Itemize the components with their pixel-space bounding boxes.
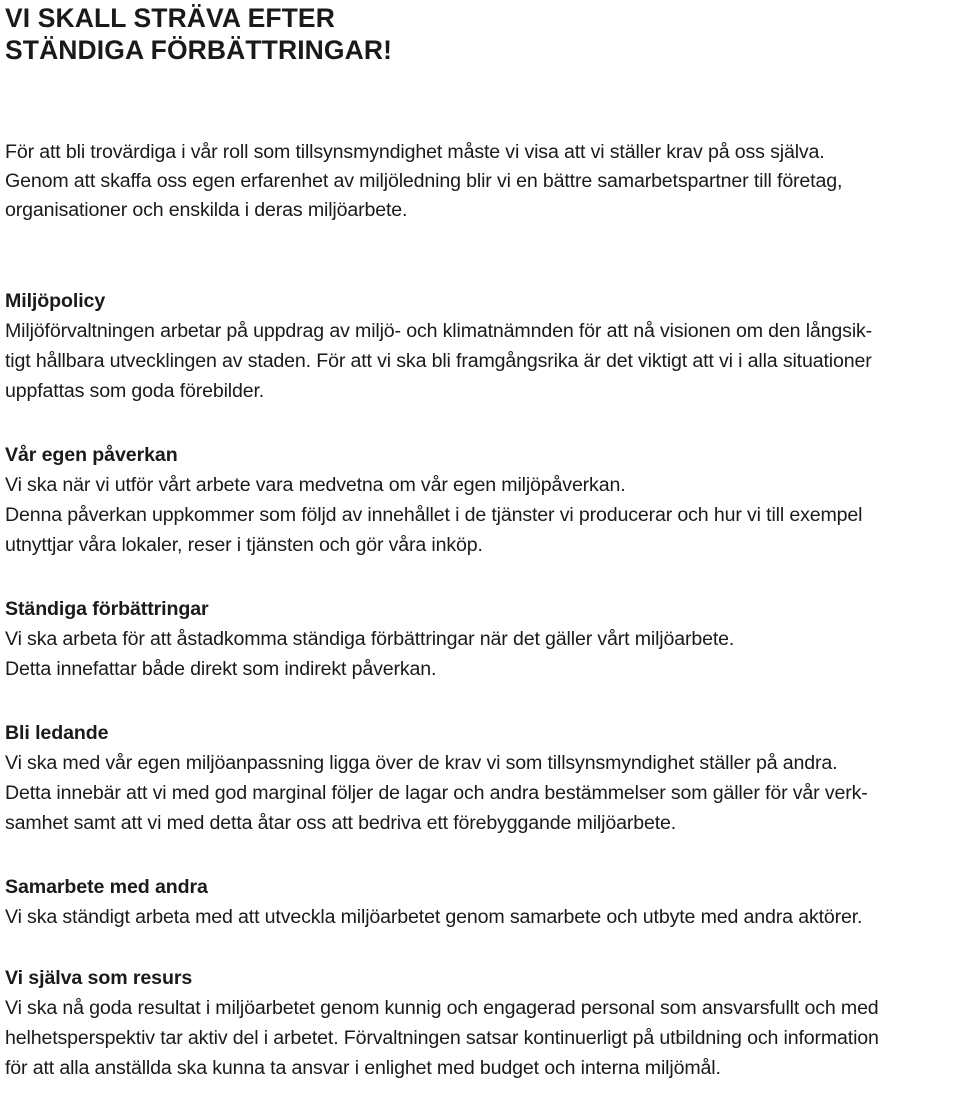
- section-body-resurs: [5, 993, 957, 1083]
- body-line: för att alla anställda ska kunna ta ansvar i enlighet med budget och interna miljömål.: [5, 1057, 721, 1079]
- section-heading-miljopolicy: Miljöpolicy: [5, 290, 106, 312]
- section-var-egen-paverkan: [5, 440, 957, 560]
- section-heading-ledande: Bli ledande: [5, 722, 109, 744]
- body-line: tigt hållbara utvecklingen av staden. För att vi ska bli framgångsrika är det viktigt att vi i alla situationer: [5, 350, 872, 372]
- intro-line-2: Genom att skaffa oss egen erfarenhet av miljöledning blir vi en bättre samarbetspartner till företag,: [5, 170, 843, 192]
- body-line: Vi ska ständigt arbeta med att utveckla miljöarbetet genom samarbete och utbyte med andra aktörer.: [5, 906, 863, 928]
- body-line: Detta innebär att vi med god marginal följer de lagar och andra bestämmelser som gäller för vår verk-: [5, 782, 868, 804]
- section-body-standiga: [5, 624, 957, 684]
- section-body-miljopolicy: [5, 316, 957, 406]
- section-heading-resurs: Vi själva som resurs: [5, 967, 193, 989]
- body-line: helhetsperspektiv tar aktiv del i arbetet. Förvaltningen satsar kontinuerligt på utbildning och information: [5, 1027, 879, 1049]
- body-line: Vi ska nå goda resultat i miljöarbetet genom kunnig och engagerad personal som ansvarsfullt och med: [5, 997, 879, 1019]
- body-line: uppfattas som goda förebilder.: [5, 380, 265, 402]
- section-body-ledande: [5, 748, 957, 838]
- section-heading-paverkan: Vår egen påverkan: [5, 444, 178, 466]
- intro-paragraph: [5, 138, 957, 225]
- body-line: utnyttjar våra lokaler, reser i tjänsten och gör våra inköp.: [5, 534, 483, 556]
- body-line: Denna påverkan uppkommer som följd av innehållet i de tjänster vi producerar och hur vi till exempel: [5, 504, 863, 526]
- page-title-line-2: STÄNDIGA FÖRBÄTTRINGAR!: [5, 35, 393, 65]
- body-line: Vi ska när vi utför vårt arbete vara medvetna om vår egen miljöpåverkan.: [5, 474, 626, 496]
- page-title-line-1: VI SKALL STRÄVA EFTER: [5, 3, 335, 33]
- section-heading-samarbete: Samarbete med andra: [5, 876, 208, 898]
- body-line: Detta innefattar både direkt som indirekt påverkan.: [5, 658, 437, 680]
- intro-line-3: organisationer och enskilda i deras miljöarbete.: [5, 199, 408, 221]
- page-title: [5, 0, 957, 66]
- section-samarbete-med-andra: [5, 872, 957, 932]
- section-miljopolicy: [5, 286, 957, 406]
- section-vi-sjalva-som-resurs: [5, 963, 957, 1083]
- section-standiga-forbattringar: [5, 594, 957, 684]
- body-line: samhet samt att vi med detta åtar oss att bedriva ett förebyggande miljöarbete.: [5, 812, 677, 834]
- intro-line-1: För att bli trovärdiga i vår roll som tillsynsmyndighet måste vi visa att vi ställer krav på oss själva.: [5, 141, 825, 163]
- body-line: Vi ska med vår egen miljöanpassning ligga över de krav vi som tillsynsmyndighet ställer på andra.: [5, 752, 838, 774]
- section-body-paverkan: [5, 470, 957, 560]
- body-line: Miljöförvaltningen arbetar på uppdrag av miljö- och klimatnämnden för att nå visionen om den långsik-: [5, 320, 873, 342]
- section-body-samarbete: [5, 902, 957, 932]
- document-page: [5, 0, 957, 1083]
- body-line: Vi ska arbeta för att åstadkomma ständiga förbättringar när det gäller vårt miljöarbete.: [5, 628, 735, 650]
- section-heading-standiga: Ständiga förbättringar: [5, 598, 209, 620]
- section-bli-ledande: [5, 718, 957, 838]
